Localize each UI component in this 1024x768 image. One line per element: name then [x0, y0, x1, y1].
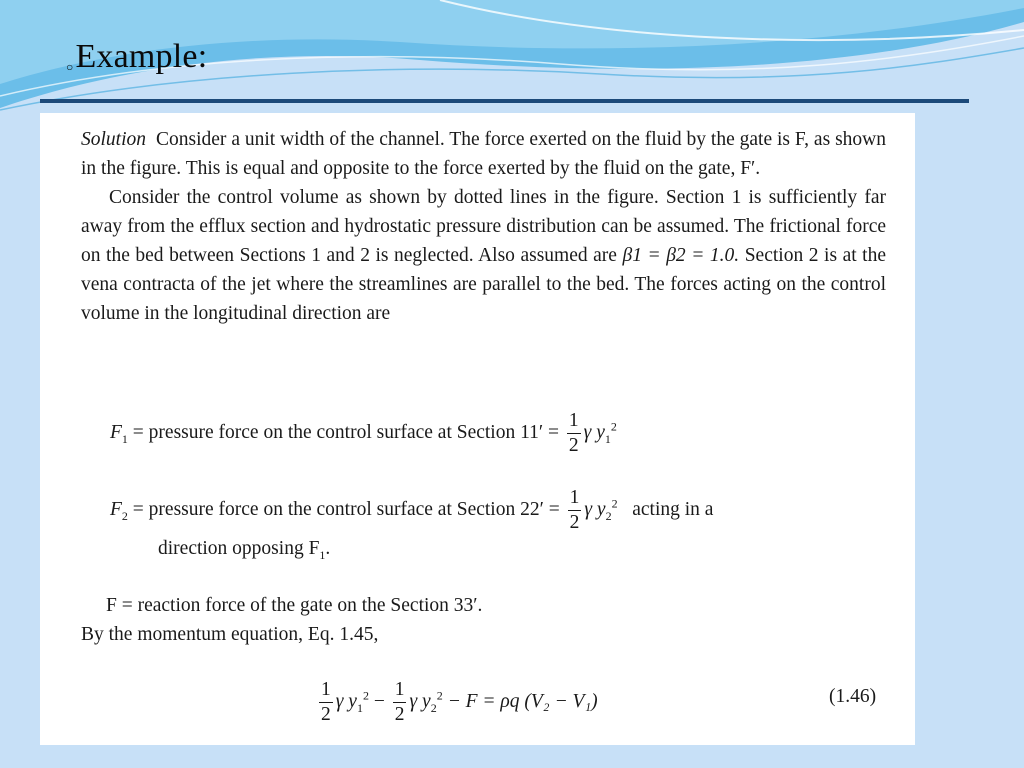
reaction-force-line — [106, 595, 482, 617]
equation-f1: $F_1$ = pressure force on the control surface at Section 11′ = $\frac{1}{2}$ γ $y_1^2$ — [110, 410, 617, 456]
paragraph-1-text: Consider a unit width of the channel. The force exerted on the fluid by the gate is F, as shown in the figure. This is equal and opposite to the force exerted by the fluid on the gate, F′. — [81, 129, 886, 179]
f2-symbol: F — [110, 498, 122, 520]
f2-tail: γ y — [584, 498, 606, 520]
f1-symbol: F — [110, 421, 122, 443]
half-denominator: 2 — [321, 704, 331, 725]
half-numerator: 1 — [319, 678, 333, 703]
equation-f2-continuation: direction opposing $F_1$. — [158, 538, 331, 562]
paragraph-2-part-a: Consider the control volume as shown by dotted lines in the figure. Section 1 is sufficiently far away from the efflux section and hydrostatic pressure distribution can be assumed. The frictional force on the bed between Sections 1 and 2 is neglected. Also assumed are — [81, 187, 886, 266]
equation-f2: $F_2$ = pressure force on the control surface at Section 22′ = $\frac{1}{2}$ γ $y_2^2$ acting in a — [110, 487, 714, 533]
slide-title — [66, 38, 207, 76]
momentum-equation: $\frac{1}{2}$ γ $y_1^2$ − $\frac{1}{2}$ γ $y_2^2 - F = \rho q$ (V₂ − V₁) — [321, 679, 598, 725]
slide-title-text: Example: — [75, 38, 208, 75]
half-numerator: 1 — [567, 409, 581, 434]
equation-number: (1.46) — [829, 686, 877, 707]
ornament-bullet-icon: ○ — [66, 60, 74, 74]
half-numerator: 1 — [393, 678, 407, 703]
half-fraction — [568, 486, 582, 535]
solution-lead: Solution — [81, 129, 147, 150]
beta-equation: β1 = β2 = 1.0. — [622, 245, 740, 266]
paragraph-2-part-b: Section 2 is at the vena contracta of the jet where the streamlines are parallel to the bed. The forces acting on the control volume in the longitudinal direction are — [81, 245, 886, 324]
f2-after: acting in a — [632, 498, 714, 520]
f1-tail: γ y — [583, 421, 605, 443]
momentum-text: By the momentum equation, Eq. 1.45, — [81, 624, 379, 645]
reaction-force-text: F = reaction force of the gate on the Section 33′. — [106, 595, 483, 616]
half-denominator: 2 — [569, 512, 580, 533]
momentum-line — [81, 624, 378, 646]
half-fraction — [319, 678, 333, 727]
paragraph-1 — [81, 125, 886, 183]
f1-text: = pressure force on the control surface at Section 11′ = — [132, 421, 560, 443]
f2-text: = pressure force on the control surface at Section 22′ = — [132, 498, 560, 520]
half-numerator: 1 — [568, 486, 582, 511]
equation-rhs: − F = ρq (V₂ − V₁) — [447, 690, 598, 712]
paragraph-2 — [81, 183, 886, 328]
half-fraction — [393, 678, 407, 727]
half-denominator: 2 — [568, 435, 579, 456]
half-fraction — [567, 409, 581, 458]
solution-text — [81, 125, 886, 328]
content-panel — [40, 113, 915, 745]
half-denominator: 2 — [394, 704, 405, 725]
f2-continuation-text: direction opposing F — [158, 538, 320, 559]
title-underline — [40, 99, 969, 103]
